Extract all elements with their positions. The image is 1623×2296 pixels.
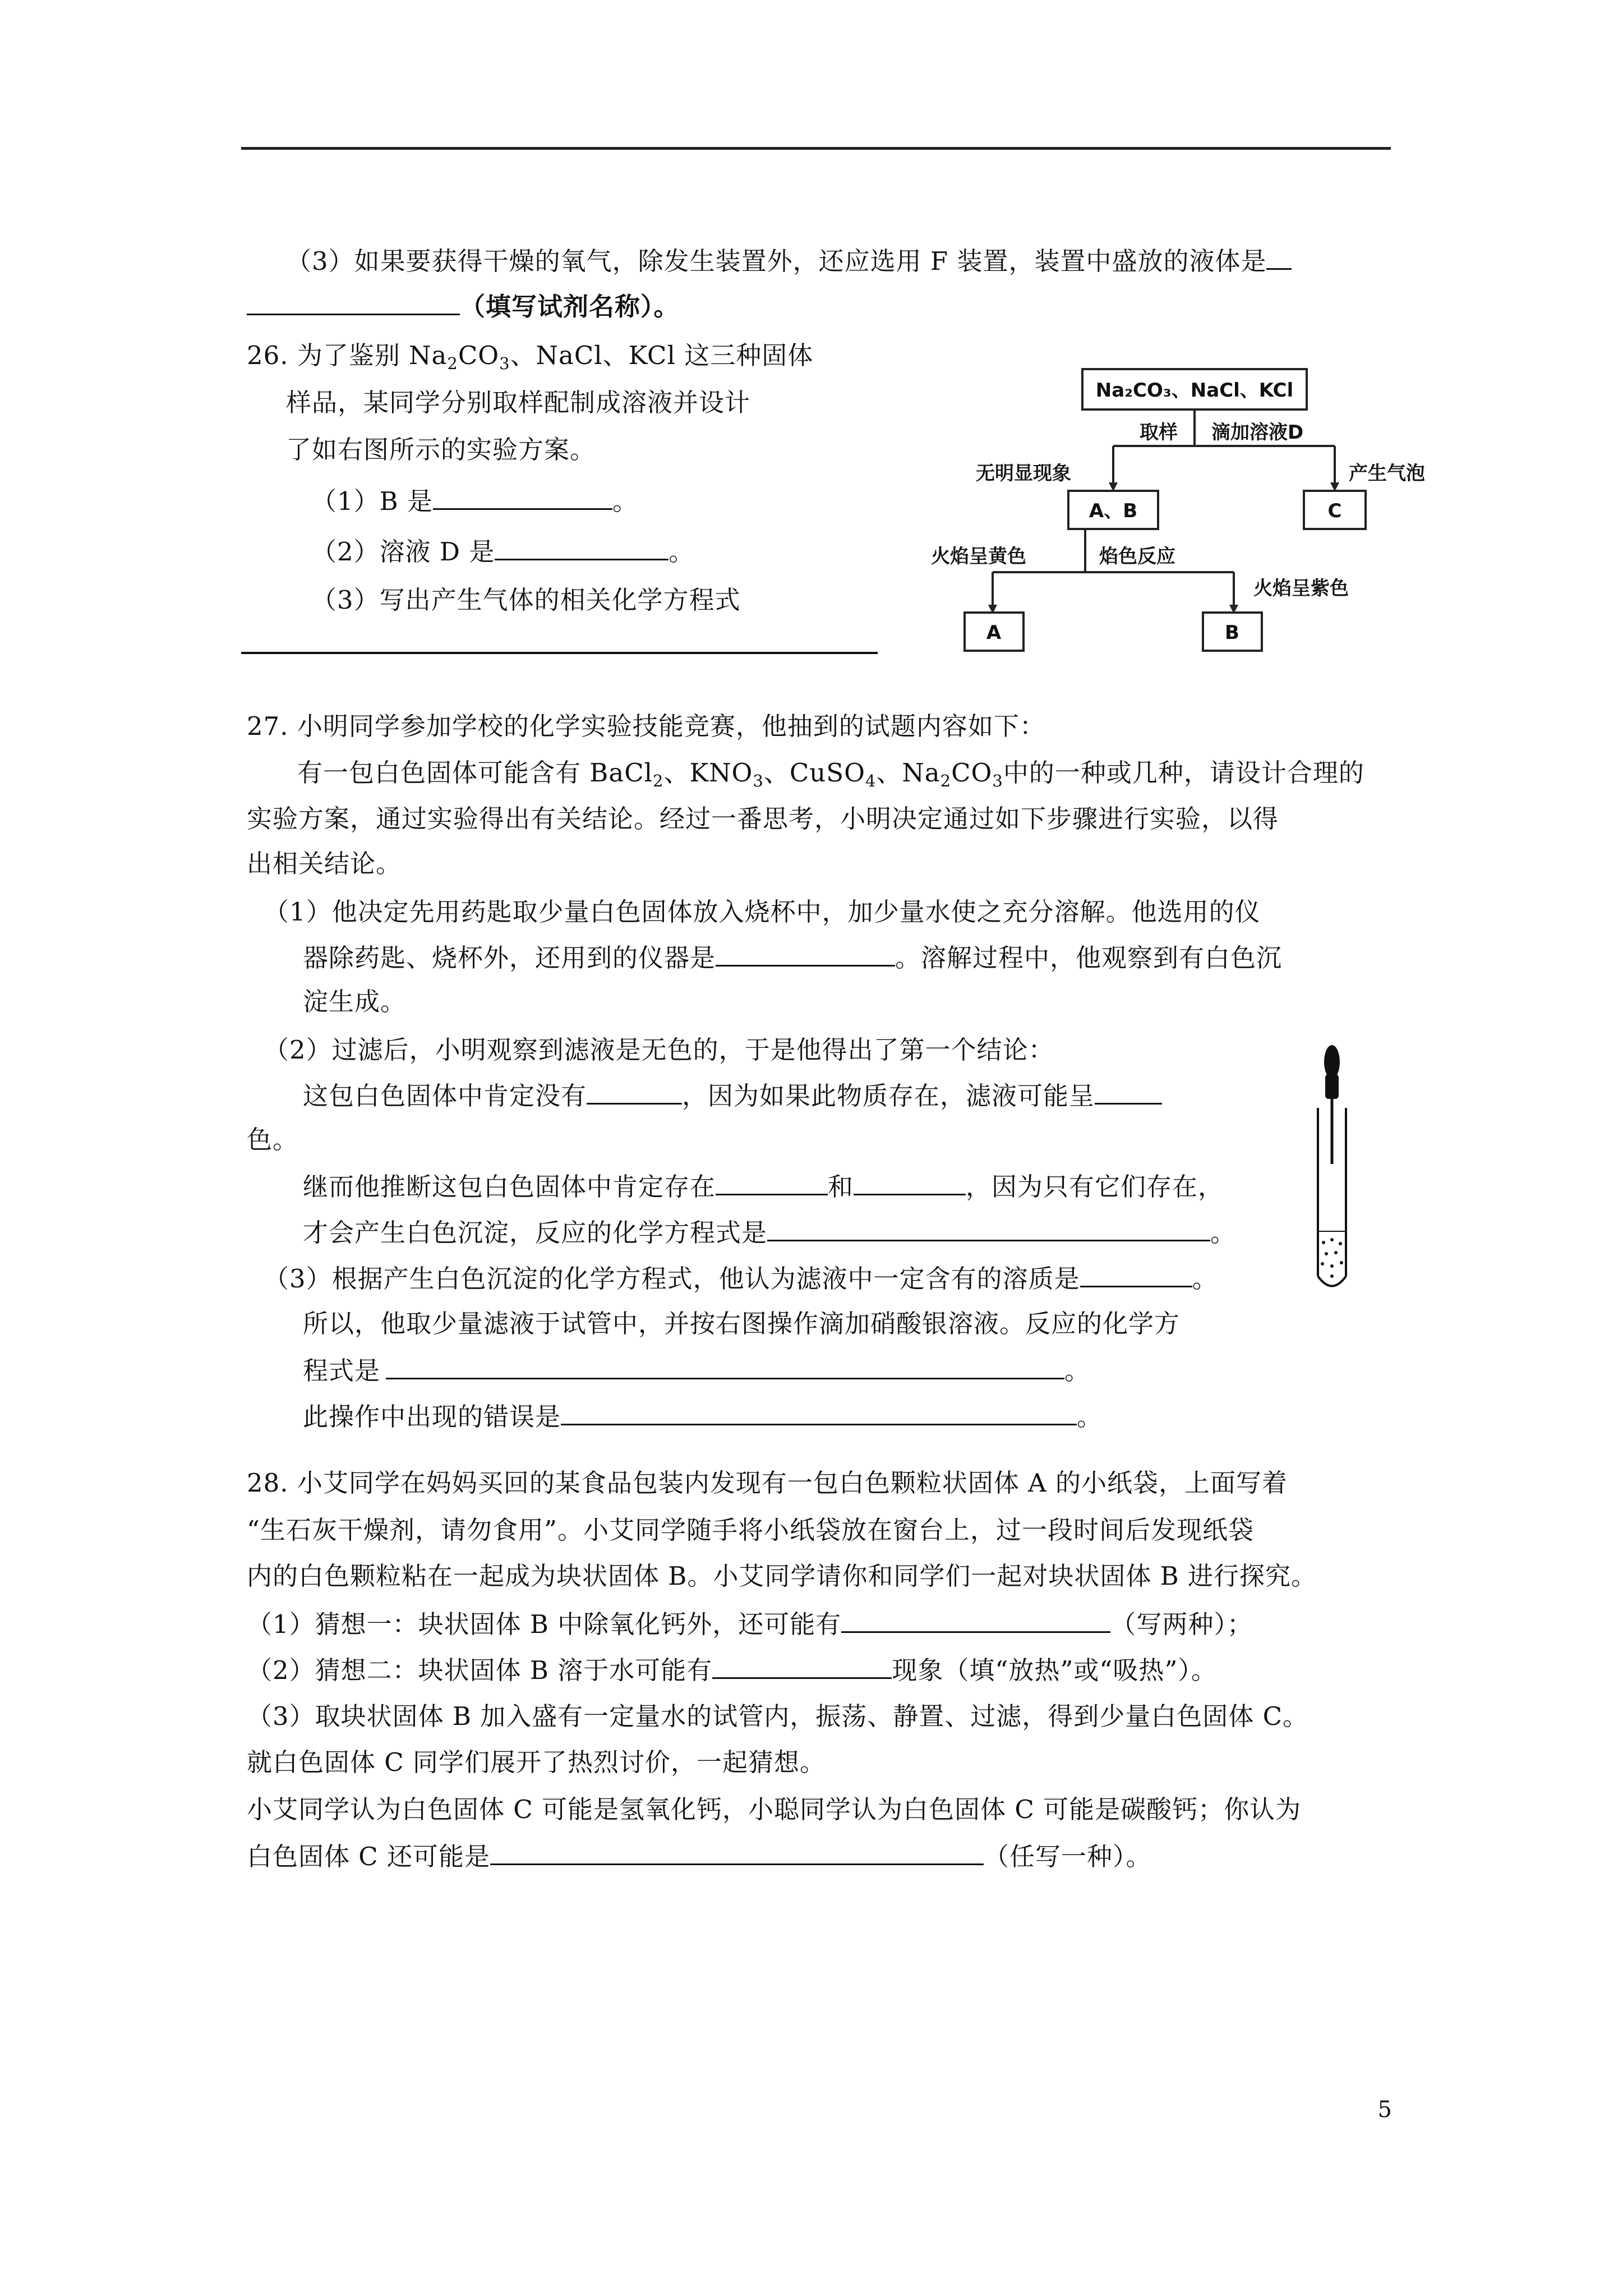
q27-part3-line2: 所以，他取少量滤液于试管中，并按右图操作滴加硝酸银溶液。反应的化学方 [303, 1309, 1181, 1338]
flow-label-c: C [1327, 500, 1342, 522]
q27-part3-line3: 程式是 。 [303, 1353, 1090, 1388]
dropper-bulb [1324, 1045, 1340, 1079]
flow-label-take-sample: 取样 [1140, 421, 1178, 444]
flow-label-yellow: 火焰呈黄色 [931, 545, 1026, 568]
answer-blank[interactable] [247, 289, 460, 315]
q28-part3: （3）取块状固体 B 加入盛有一定量水的试管内，振荡、静置、过滤，得到少量白色固体 C。 [247, 1701, 1309, 1731]
answer-blank[interactable] [712, 1653, 892, 1679]
answer-blank[interactable] [561, 1399, 1077, 1425]
q27-text-2: 实验方案，通过实验得出有关结论。经过一番思考，小明决定通过如下步骤进行实验，以得 [247, 804, 1279, 834]
q25-part3: （3）如果要获得干燥的氧气，除发生装置外，还应选用 F 装置，装置中盛放的液体是 [286, 243, 1292, 278]
q28-part2: （2）猜想二：块状固体 B 溶于水可能有 现象（填“放热”或“吸热”）。 [247, 1653, 1217, 1687]
q27-part2: （2）过滤后，小明观察到滤液是无色的，于是他得出了第一个结论： [264, 1035, 1054, 1065]
q27-part2-line3: 色。 [247, 1125, 299, 1154]
q27-part2-line5: 才会产生白色沉淀，反应的化学方程式是 。 [303, 1215, 1236, 1250]
flow-label-b: B [1225, 622, 1239, 644]
answer-blank[interactable] [716, 940, 895, 967]
q28-stem-line2: “生石灰干燥剂，请勿食用”。小艾同学随手将小纸袋放在窗台上，过一段时间后发现纸袋 [247, 1515, 1255, 1545]
answer-blank[interactable] [386, 1353, 1064, 1379]
q26-stem: 26. 为了鉴别 $Na_2CO_3$、NaCl、KCl 这三种固体 [247, 341, 814, 373]
header-rule [241, 147, 1391, 150]
q26-part1: （1）B 是 。 [311, 484, 638, 518]
flow-label-samples: Na₂CO₃、NaCl、KCl [1095, 379, 1294, 402]
flow-label-purple: 火焰呈紫色 [1253, 577, 1349, 600]
q26-stem-line3: 了如右图所示的实验方案。 [286, 435, 596, 464]
q28-stem: 28. 小艾同学在妈妈买回的某食品包装内发现有一包白色颗粒状固体 A 的小纸袋，上面写着 [247, 1468, 1288, 1498]
page-number: 5 [1377, 2097, 1392, 2123]
flow-label-ab: A、B [1089, 500, 1138, 522]
flow-label-add-d: 滴加溶液D [1211, 421, 1304, 444]
flow-label-flame-test: 焰色反应 [1099, 545, 1175, 568]
q27-part3-line4: 此操作中出现的错误是 。 [303, 1399, 1103, 1434]
q26-part2: （2）溶液 D 是 。 [311, 534, 694, 569]
q27-text-1: 有一包白色固体可能含有 BaCl$_2$、$KNO_3$、CuSO$_4$、$Na_2CO_3$中的一种或几种，请设计合理的 [297, 758, 1364, 790]
q26-part3: （3）写出产生气体的相关化学方程式 [311, 585, 741, 615]
answer-blank[interactable] [854, 1169, 966, 1195]
q28-part1: （1）猜想一：块状固体 B 中除氧化钙外，还可能有 （写两种）； [247, 1607, 1253, 1641]
answer-blank[interactable] [716, 1169, 828, 1195]
identification-flowchart [931, 342, 1436, 668]
flow-label-gas: 产生气泡 [1349, 462, 1425, 485]
dropper-test-tube-illustration [1307, 1041, 1357, 1299]
answer-blank[interactable] [1080, 1261, 1192, 1287]
answer-blank[interactable] [490, 1839, 984, 1865]
answer-blank[interactable] [433, 484, 612, 510]
answer-blank[interactable] [767, 1215, 1210, 1241]
q27-part1: （1）他决定先用药匙取少量白色固体放入烧杯中，加少量水使之充分溶解。他选用的仪 [264, 897, 1261, 927]
q25-part3-cont: （填写试剂名称）。 [247, 289, 680, 324]
q27-part1-line3: 淀生成。 [303, 987, 407, 1016]
q27-text-3: 出相关结论。 [247, 849, 402, 878]
q27-part3: （3）根据产生白色沉淀的化学方程式，他认为滤液中一定含有的溶质是 。 [264, 1261, 1218, 1296]
flow-label-no-change: 无明显现象 [976, 462, 1071, 485]
q26-stem-line2: 样品，某同学分别取样配制成溶液并设计 [286, 388, 751, 417]
answer-blank[interactable] [587, 1078, 682, 1105]
answer-blank[interactable] [1266, 243, 1292, 270]
flow-label-a: A [986, 622, 1002, 644]
q26-answer-line[interactable] [241, 652, 878, 654]
q28-part3-line2: 就白色固体 C 同学们展开了热烈讨价，一起猜想。 [247, 1747, 826, 1777]
q28-part3-line4: 白色固体 C 还可能是 （任写一种）。 [247, 1839, 1152, 1874]
q27-part2-line2: 这包白色固体中肯定没有 ，因为如果此物质存在，滤液可能呈 [303, 1078, 1162, 1113]
q27-part2-line4: 继而他推断这包白色固体中肯定存在 和 ，因为只有它们存在， [303, 1169, 1224, 1204]
answer-blank[interactable] [1095, 1078, 1162, 1105]
q28-stem-line3: 内的白色颗粒粘在一起成为块状固体 B。小艾同学请你和同学们一起对块状固体 B 进行探究。 [247, 1561, 1317, 1591]
q27-part1-line2: 器除药匙、烧杯外，还用到的仪器是 。溶解过程中，他观察到有白色沉 [303, 940, 1282, 975]
answer-blank[interactable] [841, 1607, 1110, 1633]
q27-stem: 27. 小明同学参加学校的化学实验技能竞赛，他抽到的试题内容如下： [247, 711, 1045, 741]
answer-blank[interactable] [495, 534, 668, 560]
q28-part3-line3: 小艾同学认为白色固体 C 可能是氢氧化钙，小聪同学认为白色固体 C 可能是碳酸钙；你认为 [247, 1795, 1302, 1824]
